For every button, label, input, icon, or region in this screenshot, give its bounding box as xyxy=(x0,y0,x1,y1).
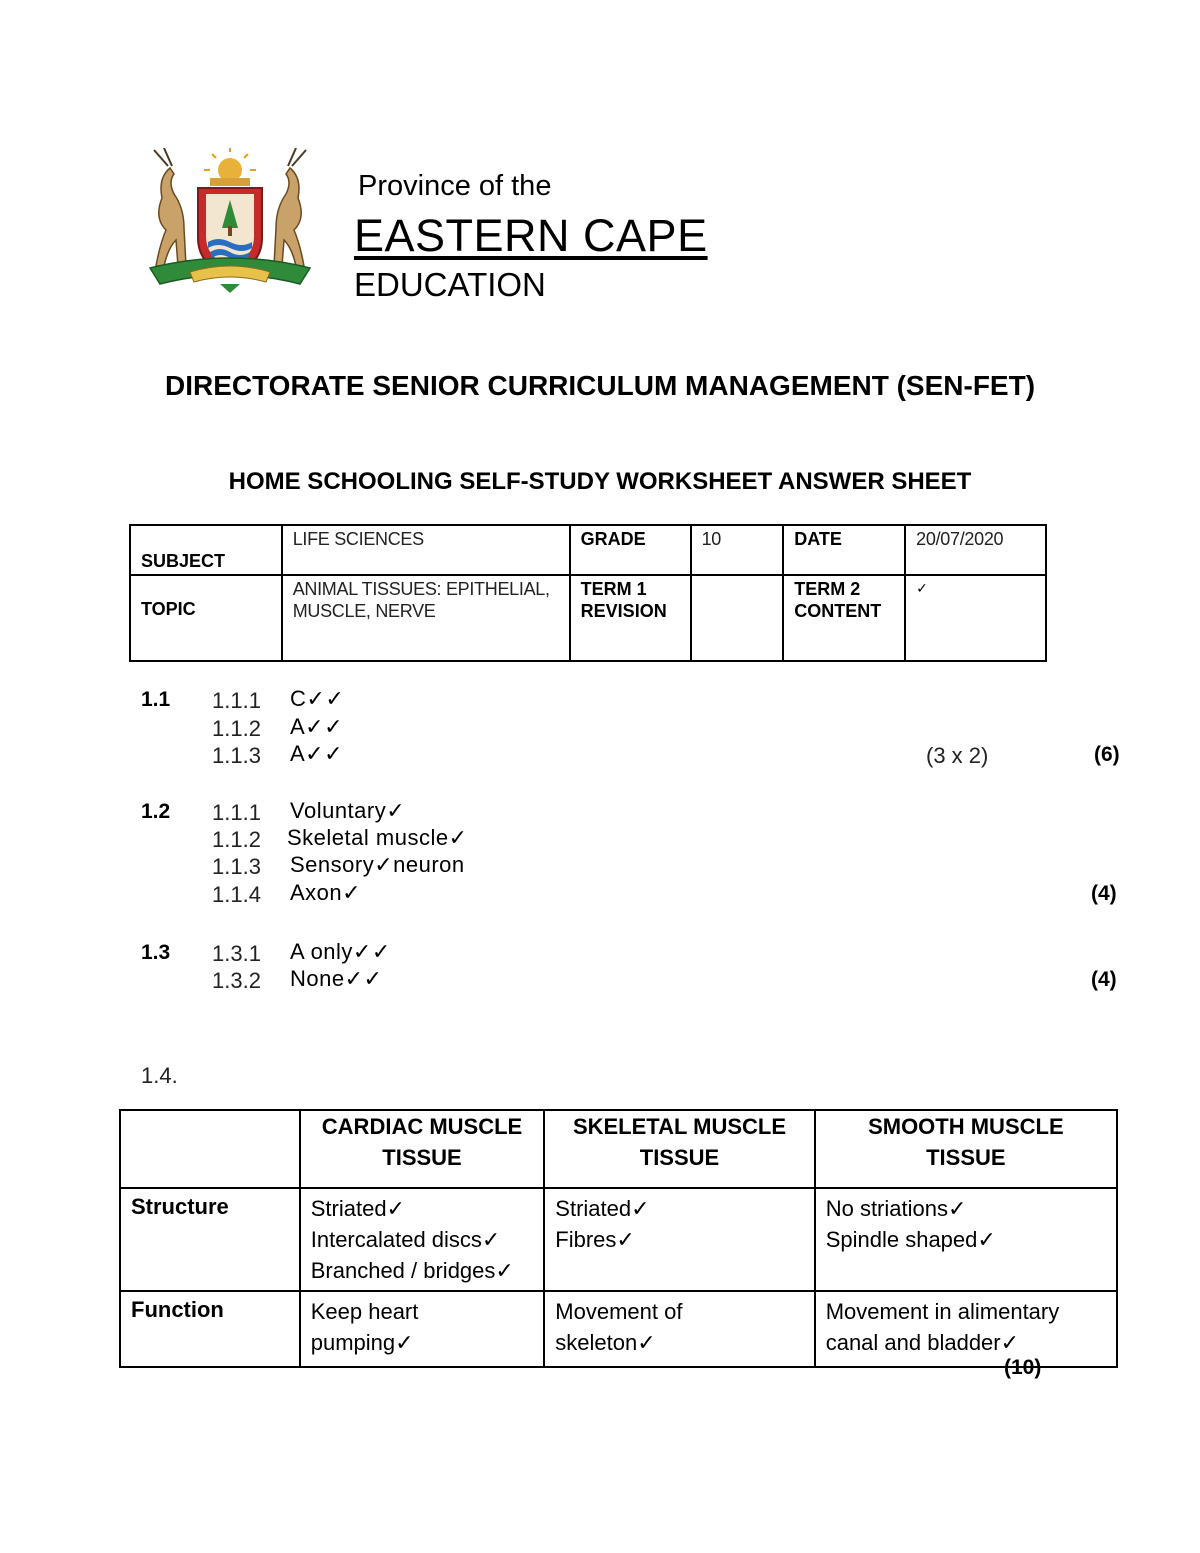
row-header-structure: Structure xyxy=(120,1188,300,1291)
column-header: CARDIAC MUSCLE TISSUE xyxy=(300,1110,545,1188)
table-cell xyxy=(815,1291,1117,1367)
topic-label: TOPIC xyxy=(130,575,282,661)
sub-question-number: 1.1.3 xyxy=(212,854,261,879)
cell-line: Movement in alimentary xyxy=(825,1299,1060,1324)
cell-line: Striated✓ xyxy=(310,1196,405,1221)
mark-total: (4) xyxy=(1091,882,1117,905)
sub-question-number: 1.1.3 xyxy=(212,743,261,768)
info-table xyxy=(129,524,1047,662)
subject-label: SUBJECT xyxy=(130,525,282,575)
sub-question-number: 1.3.2 xyxy=(212,968,261,993)
mark-calculation: (3 x 2) xyxy=(926,743,989,768)
table-cell xyxy=(300,1291,545,1367)
term2-check-mark: ✓ xyxy=(905,575,1046,661)
answer-text: Sensory✓neuron xyxy=(290,852,465,877)
grade-value: 10 xyxy=(691,525,784,575)
column-header: SMOOTH MUSCLE TISSUE xyxy=(815,1110,1117,1188)
cell-line: No striations✓ xyxy=(825,1196,967,1221)
worksheet-title: HOME SCHOOLING SELF-STUDY WORKSHEET ANSWER SHEET xyxy=(228,468,972,495)
department-name: EDUCATION xyxy=(354,266,546,303)
answer-text: Voluntary✓ xyxy=(290,798,406,823)
sub-question-number: 1.1.1 xyxy=(212,688,261,713)
cell-line: Intercalated discs✓ xyxy=(310,1227,501,1252)
answer-text: A✓✓ xyxy=(290,714,344,739)
sub-question-number: 1.1.2 xyxy=(212,716,261,741)
directorate-heading: DIRECTORATE SENIOR CURRICULUM MANAGEMENT (SEN-FET) xyxy=(164,370,1036,401)
topic-value: ANIMAL TISSUES: EPITHELIAL, MUSCLE, NERVE xyxy=(282,575,570,661)
answer-text: A✓✓ xyxy=(290,741,344,766)
cell-line: canal and bladder✓ xyxy=(825,1330,1020,1355)
cell-line: Spindle shaped✓ xyxy=(825,1227,996,1252)
cell-line: pumping✓ xyxy=(310,1330,414,1355)
muscle-comparison-table xyxy=(119,1109,1118,1368)
table-cell xyxy=(544,1291,814,1367)
table-cell xyxy=(300,1188,545,1291)
cell-line: Keep heart xyxy=(310,1299,419,1324)
province-label: Province of the xyxy=(358,170,552,202)
question-number: 1.2 xyxy=(141,800,171,823)
answer-text: Axon✓ xyxy=(290,880,362,905)
cell-line: Fibres✓ xyxy=(555,1227,635,1252)
cell-line: Movement of xyxy=(555,1299,683,1324)
empty-header-cell xyxy=(120,1110,300,1188)
sub-question-number: 1.1.4 xyxy=(212,882,261,907)
answer-text: None✓✓ xyxy=(290,966,383,991)
answer-text: Skeletal muscle✓ xyxy=(287,825,468,850)
cell-line: Branched / bridges✓ xyxy=(310,1258,514,1283)
subject-value: LIFE SCIENCES xyxy=(282,525,570,575)
answer-text: A only✓✓ xyxy=(290,939,391,964)
table-cell xyxy=(544,1188,814,1291)
row-header-function: Function xyxy=(120,1291,300,1367)
column-header: SKELETAL MUSCLE TISSUE xyxy=(544,1110,814,1188)
mark-total: (10) xyxy=(1004,1356,1042,1379)
cell-line: skeleton✓ xyxy=(555,1330,656,1355)
term1-value xyxy=(691,575,784,661)
question-number: 1.3 xyxy=(141,941,171,964)
table-cell xyxy=(815,1188,1117,1291)
date-value: 20/07/2020 xyxy=(905,525,1046,575)
date-label: DATE xyxy=(783,525,905,575)
answer-text: C✓✓ xyxy=(290,686,345,711)
mark-total: (4) xyxy=(1091,968,1117,991)
mark-total: (6) xyxy=(1094,743,1120,766)
question-number: 1.4. xyxy=(141,1063,178,1088)
sub-question-number: 1.3.1 xyxy=(212,941,261,966)
province-name: EASTERN CAPE xyxy=(354,210,708,261)
sub-question-number: 1.1.2 xyxy=(212,827,261,852)
cell-line: Striated✓ xyxy=(555,1196,650,1221)
sub-question-number: 1.1.1 xyxy=(212,800,261,825)
coat-of-arms-icon xyxy=(140,148,320,293)
grade-label: GRADE xyxy=(570,525,691,575)
question-number: 1.1 xyxy=(141,688,171,711)
term2-label: TERM 2 CONTENT xyxy=(783,575,905,661)
term1-label: TERM 1 REVISION xyxy=(570,575,691,661)
